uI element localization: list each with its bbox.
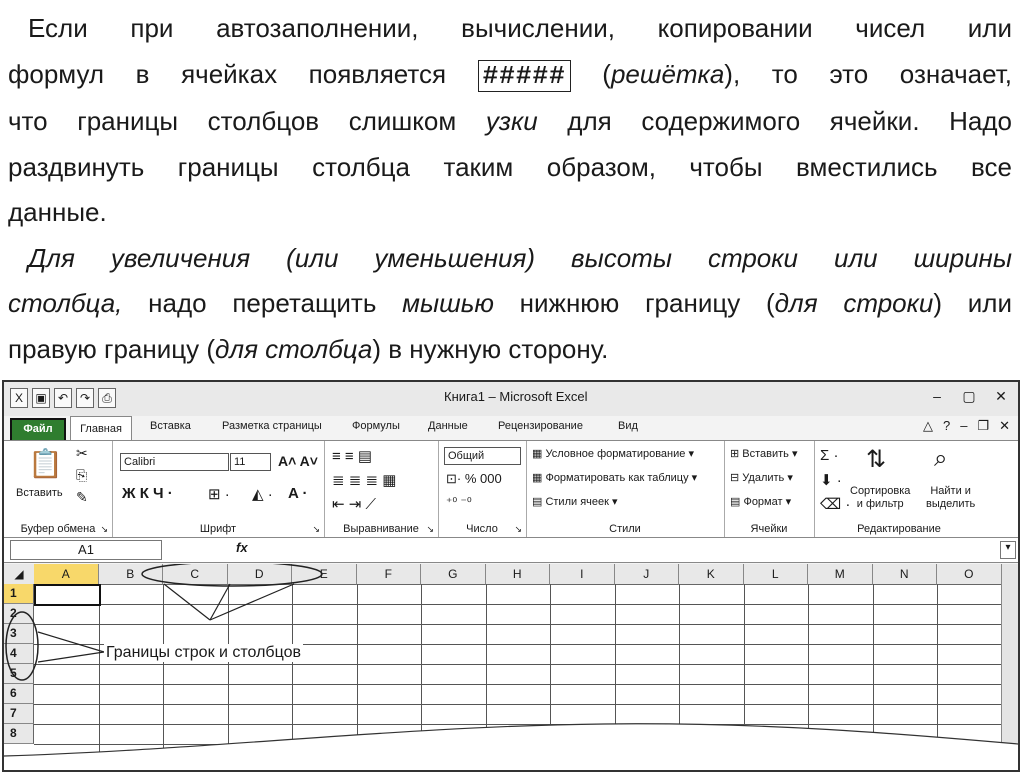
excel-logo-icon: X <box>10 388 28 408</box>
button-label: Вставить <box>742 448 789 460</box>
row-header-6[interactable]: 6 <box>4 684 34 704</box>
column-header-j[interactable]: J <box>615 564 680 585</box>
group-cells <box>724 441 815 537</box>
annotation-label: Границы строк и столбцов <box>106 644 301 661</box>
font-color-icon[interactable]: A · <box>288 485 308 502</box>
dialog-launcher-icon[interactable]: ↘ <box>312 524 320 534</box>
help-icon[interactable]: ? <box>942 418 951 433</box>
paragraph-2 <box>8 236 1012 282</box>
quick-access-toolbar <box>10 388 116 408</box>
format-painter-icon[interactable]: ✎ <box>76 489 88 505</box>
insert-cells-button[interactable]: ⊞ Вставить ▾ <box>730 448 798 460</box>
format-cells-icon: ▤ <box>730 496 744 508</box>
indent-icons[interactable]: ⇤ ⇥ ⟋ <box>332 496 376 513</box>
redo-icon[interactable]: ↷ <box>76 388 94 408</box>
row-gridline <box>34 624 1002 625</box>
button-label: Формат <box>743 496 783 508</box>
restore-icon[interactable]: ❐ <box>977 418 990 433</box>
minimize-icon[interactable]: – <box>933 388 941 404</box>
active-cell-a1[interactable] <box>34 584 101 606</box>
format-cells-button[interactable]: ▤ Формат ▾ <box>730 496 792 508</box>
p2-text: ) или <box>933 288 1012 318</box>
p2-line2 <box>8 281 1012 327</box>
p2-italic: для строки <box>774 288 934 318</box>
column-header-b[interactable]: B <box>99 564 164 585</box>
delete-cells-button[interactable]: ⊟ Удалить ▾ <box>730 472 793 484</box>
cut-icon[interactable]: ✂ <box>76 445 88 461</box>
column-header-m[interactable]: M <box>808 564 873 585</box>
find-select-label[interactable]: Найти и выделить <box>926 485 976 510</box>
row-gridline <box>34 684 1002 685</box>
p1-line3 <box>8 99 1012 145</box>
column-header-h[interactable]: H <box>486 564 551 585</box>
p2-text: ) в нужную сторону. <box>372 333 609 364</box>
column-header-g[interactable]: G <box>421 564 486 585</box>
group-number <box>438 441 527 537</box>
callout-line <box>210 584 294 620</box>
maximize-icon[interactable]: ▢ <box>962 388 976 404</box>
sort-filter-label[interactable]: Сортировка и фильтр <box>850 485 911 510</box>
fill-icon[interactable]: ⬇ · <box>820 472 842 489</box>
tab-insert[interactable]: Вставка <box>150 420 191 432</box>
p2-italic: для столбца <box>215 333 373 364</box>
align-top-icons[interactable]: ≡ ≡ ▤ <box>332 448 373 465</box>
tab-page-layout[interactable]: Разметка страницы <box>222 420 322 432</box>
row-header-5[interactable]: 5 <box>4 664 34 684</box>
p1-line1: Если при автозаполнении, вычислении, копировании чисел или <box>28 13 1012 43</box>
clear-icon[interactable]: ⌫ · <box>820 496 851 513</box>
select-all-corner[interactable]: ◢ <box>4 564 35 585</box>
tab-data[interactable]: Данные <box>428 420 468 432</box>
p1-line5: данные. <box>8 197 107 227</box>
group-font <box>112 441 325 537</box>
tab-review[interactable]: Рецензирование <box>498 420 583 432</box>
decimal-icons[interactable]: ⁺⁰ ⁻⁰ <box>446 495 472 509</box>
row-gridline <box>34 664 1002 665</box>
p2-line1 <box>28 236 1012 282</box>
function-icon[interactable]: fx <box>236 540 248 555</box>
bold-italic-underline-icon[interactable]: Ж К Ч · <box>122 485 173 502</box>
button-label: Стили ячеек <box>545 496 609 508</box>
font-size-select[interactable]: 11 <box>230 453 271 471</box>
torn-edge <box>4 720 1018 770</box>
ribbon-tabs <box>4 416 1018 440</box>
group-label: Выравнивание <box>343 523 419 535</box>
insert-cells-icon: ⊞ <box>730 448 743 460</box>
dialog-launcher-icon[interactable]: ↘ <box>426 524 434 534</box>
paste-label[interactable]: Вставить <box>16 487 63 499</box>
group-label: Ячейки <box>750 523 788 535</box>
row-gridline <box>34 704 1002 705</box>
group-editing <box>814 441 984 537</box>
minimize-icon[interactable]: – <box>960 418 968 433</box>
copy-icon[interactable]: ⎘ <box>76 467 88 483</box>
callout-line <box>164 584 210 620</box>
button-label: Форматировать как таблицу <box>545 472 689 484</box>
row-header-3[interactable]: 3 <box>4 624 34 644</box>
group-alignment <box>324 441 439 537</box>
delete-cells-icon: ⊟ <box>730 472 743 484</box>
formula-bar <box>4 538 1018 563</box>
undo-icon[interactable]: ↶ <box>54 388 72 408</box>
button-label: Условное форматирование <box>545 448 686 460</box>
conditional-formatting-icon: ▦ <box>532 448 546 460</box>
p2-italic: мышью <box>402 288 494 318</box>
column-header-l[interactable]: L <box>744 564 809 585</box>
save-icon[interactable]: ▣ <box>32 388 50 408</box>
row-header-8[interactable]: 8 <box>4 724 34 744</box>
row-header-1[interactable]: 1 <box>4 584 34 604</box>
close-icon[interactable]: ✕ <box>995 388 1007 404</box>
close-icon[interactable]: ✕ <box>999 418 1010 433</box>
row-header-2[interactable]: 2 <box>4 604 34 624</box>
hash-sample: ##### <box>478 60 571 92</box>
number-format-select[interactable]: Общий <box>444 447 521 465</box>
window-title: Книга1 – Microsoft Excel <box>444 389 588 404</box>
column-header-o[interactable]: O <box>937 564 1002 585</box>
column-header-f[interactable]: F <box>357 564 422 585</box>
cell-styles-icon: ▤ <box>532 496 546 508</box>
button-label: Удалить <box>742 472 785 484</box>
row-header-4[interactable]: 4 <box>4 644 34 664</box>
paste-icon[interactable]: 📋 <box>28 448 63 479</box>
paragraph-2-cont <box>8 281 1012 372</box>
paragraph-1-cont <box>8 52 1012 236</box>
paragraph-1 <box>8 6 1012 52</box>
ribbon <box>4 440 1018 538</box>
table-icon: ▦ <box>532 472 546 484</box>
p1-italic: узки <box>485 106 538 136</box>
p1-text: формул в ячейках появляется <box>8 58 447 89</box>
ribbon-right-controls <box>923 418 1010 434</box>
group-label: Число <box>466 523 498 535</box>
slide-text <box>8 6 1012 372</box>
borders-icon[interactable]: ⊞ · <box>208 486 230 503</box>
p1-line2 <box>8 52 1012 100</box>
group-label: Стили <box>609 523 641 535</box>
p1-italic: решётка <box>610 58 725 89</box>
dialog-launcher-icon[interactable]: ↘ <box>514 524 522 534</box>
p2-text: правую границу ( <box>8 333 216 364</box>
grow-font-icon[interactable]: A˄ A˅ <box>278 453 318 469</box>
row-gridline <box>34 604 1002 605</box>
group-clipboard <box>4 441 113 537</box>
title-bar <box>4 382 1018 416</box>
p2-line3 <box>8 327 1012 373</box>
tab-file[interactable]: Файл <box>10 418 66 442</box>
spreadsheet-grid[interactable] <box>4 564 1018 770</box>
excel-window <box>2 380 1020 772</box>
group-styles <box>526 441 725 537</box>
column-header-a[interactable]: A <box>34 564 99 585</box>
p1-text: для содержимого ячейки. Надо <box>537 106 1013 136</box>
font-name-select[interactable]: Calibri <box>120 453 229 471</box>
p2-italic: столбца, <box>8 288 123 318</box>
callout-line <box>38 652 104 662</box>
column-header-e[interactable]: E <box>292 564 357 585</box>
tab-view[interactable]: Вид <box>618 420 638 432</box>
fill-color-icon[interactable]: ◭ · <box>252 486 273 503</box>
window-controls <box>928 387 1010 405</box>
column-header-d[interactable]: D <box>228 564 293 585</box>
column-header-n[interactable]: N <box>873 564 938 585</box>
align-horizontal-icons[interactable]: ≣ ≣ ≣ ▦ <box>332 472 397 489</box>
tab-formulas[interactable]: Формулы <box>352 420 400 432</box>
row-header-7[interactable]: 7 <box>4 704 34 724</box>
group-label: Редактирование <box>857 523 941 535</box>
p2-text: надо перетащить <box>122 288 403 318</box>
tab-home[interactable]: Главная <box>70 416 132 441</box>
column-header-i[interactable]: I <box>550 564 615 585</box>
column-header-c[interactable]: C <box>163 564 228 585</box>
dialog-launcher-icon[interactable]: ↘ <box>100 524 108 534</box>
find-select-icon[interactable]: ⌕ <box>934 445 948 472</box>
p1-text: что границы столбцов слишком <box>8 106 486 136</box>
group-label: Шрифт <box>199 523 237 535</box>
callout-line <box>38 632 104 652</box>
format-as-table-button[interactable]: ▦ Форматировать как таблицу ▾ <box>532 472 698 484</box>
p2-text: нижнюю границу ( <box>493 288 775 318</box>
name-box[interactable]: A1 <box>10 540 162 560</box>
column-header-k[interactable]: K <box>679 564 744 585</box>
print-preview-icon[interactable]: ⎙ <box>98 388 116 408</box>
conditional-formatting-button[interactable]: ▦ Условное форматирование ▾ <box>532 448 694 460</box>
p1-line4: раздвинуть границы столбца таким образом, чтобы вместились все <box>8 151 1012 182</box>
expand-formula-bar-icon[interactable]: ▾ <box>1000 541 1016 559</box>
collapse-ribbon-icon[interactable]: △ <box>922 418 933 433</box>
currency-percent-icons[interactable]: ⊡· % 000 <box>446 471 502 486</box>
sort-filter-icon[interactable]: ⇅ <box>866 446 887 473</box>
autosum-icon[interactable]: Σ · <box>820 447 839 464</box>
p1-text: ), то это означает, <box>724 58 1012 89</box>
cell-styles-button[interactable]: ▤ Стили ячеек ▾ <box>532 496 618 508</box>
group-label: Буфер обмена <box>20 523 96 535</box>
p1-text: ( <box>570 58 611 89</box>
p2-italic: Для увеличения (или уменьшения) высоты строки или ширины <box>28 242 1012 273</box>
